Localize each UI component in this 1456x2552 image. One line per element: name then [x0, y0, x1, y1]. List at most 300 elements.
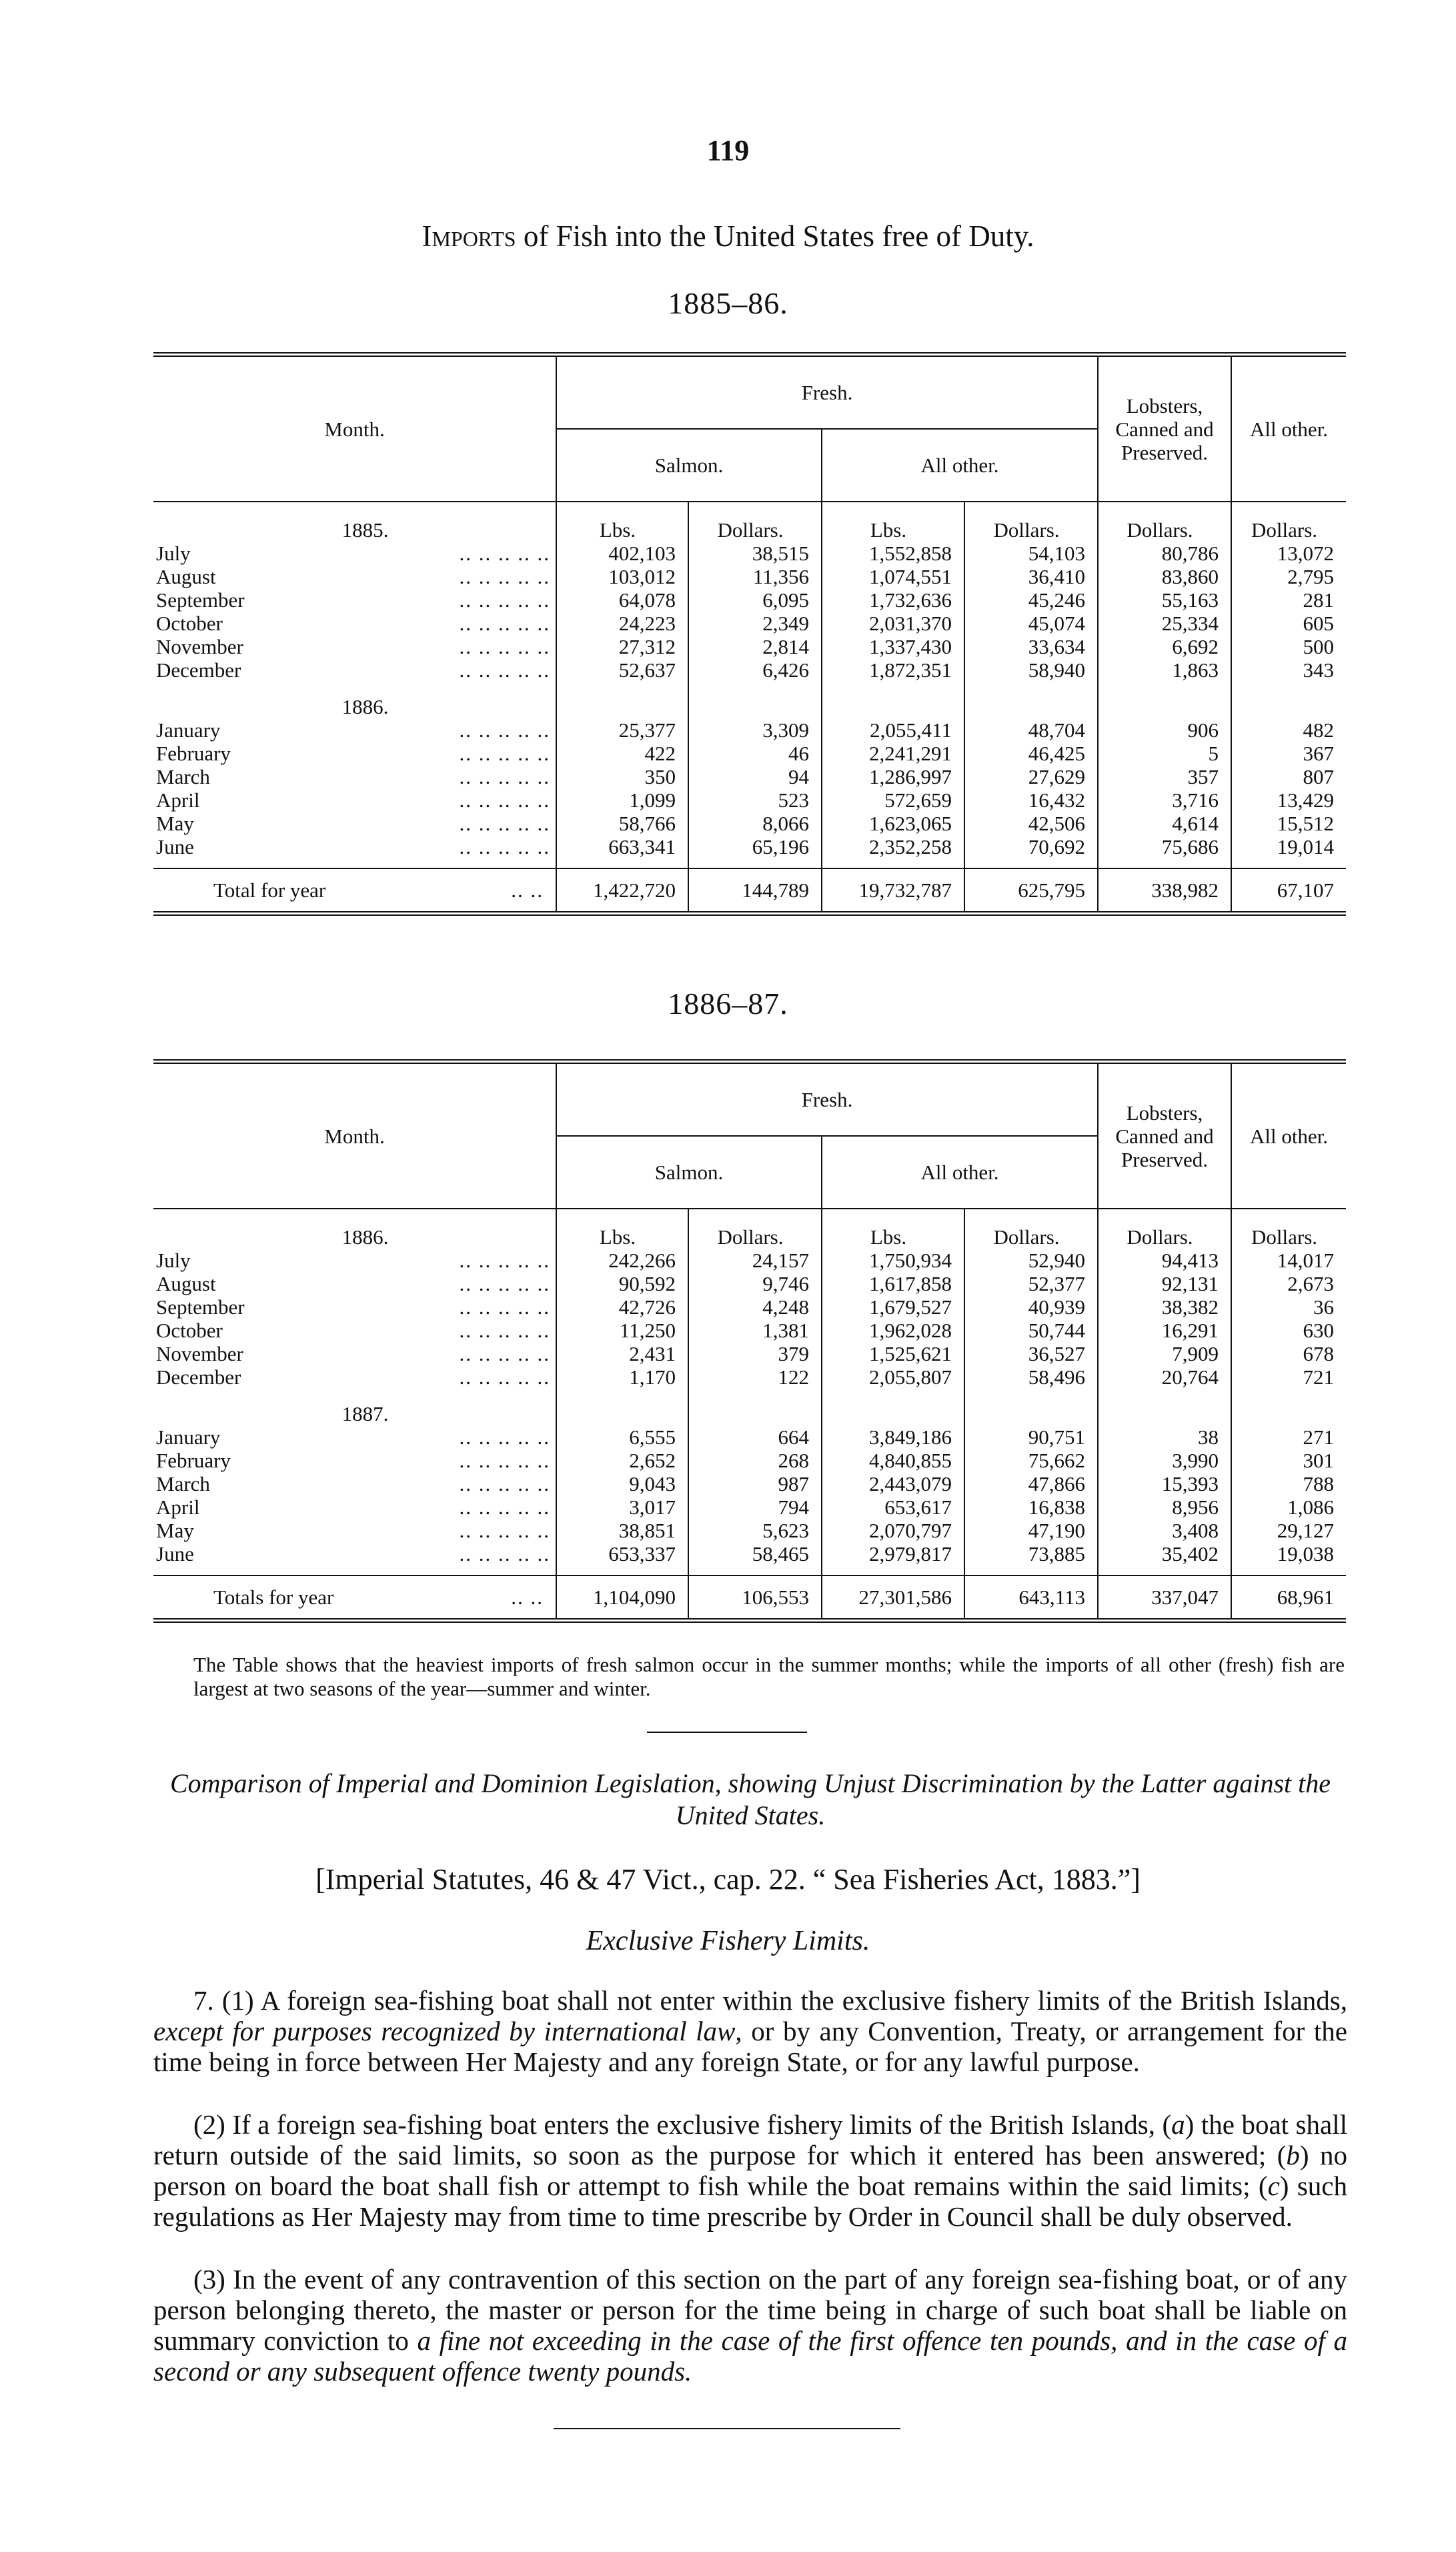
month-name: June [156, 835, 194, 858]
value-cell: 2,979,817 [822, 1542, 964, 1575]
value-cell: 1,381 [688, 1319, 822, 1342]
lobsters-header: Lobsters, Canned and Preserved. [1098, 355, 1231, 502]
value-cell: 653,337 [556, 1542, 688, 1575]
p2-text-g: ) such regulations as Her Majesty may from time to time prescribe by Order in Council shall be duly observed. [153, 2170, 1348, 2232]
table-row [153, 1519, 1346, 1542]
value-cell: 13,429 [1231, 788, 1346, 812]
value-cell: 16,432 [964, 788, 1098, 812]
value-cell: 678 [1231, 1342, 1346, 1365]
paragraph-7-1 [153, 1985, 1347, 2077]
value-cell: 11,250 [556, 1319, 688, 1342]
empty-cell [556, 1389, 688, 1425]
p2-letter-b: b [1286, 2140, 1300, 2170]
month-name: February [156, 1449, 231, 1472]
value-cell: 7,909 [1098, 1342, 1231, 1365]
p2-text-c: ) the boat shall return outside of the said limits, so soon as the purpose for which it entered has been answered; ( [153, 2109, 1347, 2170]
total-label-cell [153, 1575, 556, 1621]
unit-label: Dollars. [1231, 1209, 1346, 1249]
month-name: August [156, 565, 216, 588]
statutes-reference: [Imperial Statutes, 46 & 47 Vict., cap. 22. “ Sea Fisheries Act, 1883.”] [315, 1863, 1141, 1896]
value-cell: 605 [1231, 612, 1346, 635]
value-cell: 90,751 [964, 1425, 1098, 1449]
total-value: 27,301,586 [822, 1575, 964, 1621]
value-cell: 3,716 [1098, 788, 1231, 812]
value-cell: 2,241,291 [822, 742, 964, 765]
empty-cell [964, 682, 1098, 718]
all-other-header: All other. [1231, 1062, 1346, 1209]
month-cell [153, 742, 556, 765]
month-name: May [156, 812, 194, 835]
month-name: December [156, 658, 241, 682]
value-cell: 1,170 [556, 1365, 688, 1389]
month-cell [153, 788, 556, 812]
value-cell: 42,506 [964, 812, 1098, 835]
value-cell: 94 [688, 765, 822, 788]
value-cell: 2,031,370 [822, 612, 964, 635]
value-cell: 807 [1231, 765, 1346, 788]
table-row [153, 1319, 1346, 1342]
value-cell: 6,426 [688, 658, 822, 682]
value-cell: 2,070,797 [822, 1519, 964, 1542]
leader-dots: .. .. [511, 878, 544, 902]
total-value: 1,422,720 [556, 868, 688, 914]
value-cell: 83,860 [1098, 565, 1231, 588]
value-cell: 1,872,351 [822, 658, 964, 682]
leader-dots: .. .. .. .. .. [459, 1495, 550, 1519]
value-cell: 1,525,621 [822, 1342, 964, 1365]
value-cell: 55,163 [1098, 588, 1231, 612]
value-cell: 58,766 [556, 812, 688, 835]
p1-text-italic: except for purposes recognized by international law [153, 2016, 736, 2046]
month-name: August [156, 1272, 216, 1295]
value-cell: 50,744 [964, 1319, 1098, 1342]
value-cell: 52,637 [556, 658, 688, 682]
value-cell: 19,038 [1231, 1542, 1346, 1575]
value-cell: 6,555 [556, 1425, 688, 1449]
p1-text-c: , or by any Convention, Treaty, or arrangement for the time being in force between Her Majesty and any foreign State, or for any lawful purpose. [153, 2016, 1347, 2077]
all-other-header: All other. [1231, 355, 1346, 502]
table-row [153, 588, 1346, 612]
month-header: Month. [153, 355, 556, 502]
leader-dots: .. .. .. .. .. [459, 1472, 550, 1495]
month-cell [153, 588, 556, 612]
value-cell: 54,103 [964, 542, 1098, 565]
section-divider [647, 1732, 807, 1733]
lobsters-header: Lobsters, Canned and Preserved. [1098, 1062, 1231, 1209]
comparison-heading: Comparison of Imperial and Dominion Legislation, showing Unjust Discrimination by the Latter against the United States. [169, 1768, 1331, 1830]
leader-dots: .. .. .. .. .. [459, 835, 550, 858]
value-cell: 5,623 [688, 1519, 822, 1542]
year-label: 1886. [341, 1225, 389, 1249]
value-cell: 58,496 [964, 1365, 1098, 1389]
month-name: July [156, 1249, 191, 1272]
leader-dots: .. .. .. .. .. [459, 1449, 550, 1472]
total-row [153, 1575, 1346, 1621]
table-row [153, 1472, 1346, 1495]
value-cell: 2,814 [688, 635, 822, 658]
value-cell: 794 [688, 1495, 822, 1519]
leader-dots: .. .. .. .. .. [459, 1249, 550, 1272]
unit-label: Lbs. [556, 502, 688, 542]
month-name: September [156, 1295, 245, 1319]
value-cell: 242,266 [556, 1249, 688, 1272]
value-cell: 402,103 [556, 542, 688, 565]
value-cell: 92,131 [1098, 1272, 1231, 1295]
value-cell: 58,940 [964, 658, 1098, 682]
value-cell: 15,512 [1231, 812, 1346, 835]
value-cell: 1,732,636 [822, 588, 964, 612]
value-cell: 343 [1231, 658, 1346, 682]
table-row [153, 1449, 1346, 1472]
value-cell: 664 [688, 1425, 822, 1449]
value-cell: 1,863 [1098, 658, 1231, 682]
value-cell: 35,402 [1098, 1542, 1231, 1575]
value-cell: 47,190 [964, 1519, 1098, 1542]
leader-dots: .. .. .. .. .. [459, 542, 550, 565]
units-row [153, 502, 1346, 542]
unit-label: Dollars. [1231, 502, 1346, 542]
month-name: May [156, 1519, 194, 1542]
value-cell: 1,099 [556, 788, 688, 812]
month-cell [153, 1272, 556, 1295]
leader-dots: .. .. .. .. .. [459, 1272, 550, 1295]
leader-dots: .. .. .. .. .. [459, 1342, 550, 1365]
value-cell: 6,692 [1098, 635, 1231, 658]
leader-dots: .. .. .. .. .. [459, 658, 550, 682]
value-cell: 52,940 [964, 1249, 1098, 1272]
value-cell: 1,086 [1231, 1495, 1346, 1519]
value-cell: 24,157 [688, 1249, 822, 1272]
value-cell: 47,866 [964, 1472, 1098, 1495]
month-cell [153, 635, 556, 658]
month-cell [153, 542, 556, 565]
table-row [153, 635, 1346, 658]
header-row [153, 355, 1346, 430]
value-cell: 45,246 [964, 588, 1098, 612]
value-cell: 80,786 [1098, 542, 1231, 565]
value-cell: 42,726 [556, 1295, 688, 1319]
value-cell: 38,851 [556, 1519, 688, 1542]
value-cell: 500 [1231, 635, 1346, 658]
total-value: 68,961 [1231, 1575, 1346, 1621]
value-cell: 271 [1231, 1425, 1346, 1449]
total-value: 643,113 [964, 1575, 1098, 1621]
total-value: 67,107 [1231, 868, 1346, 914]
value-cell: 11,356 [688, 565, 822, 588]
table-row [153, 612, 1346, 635]
month-cell [153, 565, 556, 588]
value-cell: 36,527 [964, 1342, 1098, 1365]
month-cell [153, 1542, 556, 1575]
month-name: March [156, 1472, 210, 1495]
p2-letter-c: c [1267, 2170, 1280, 2201]
month-name: October [156, 612, 223, 635]
empty-cell [688, 682, 822, 718]
value-cell: 6,095 [688, 588, 822, 612]
value-cell: 65,196 [688, 835, 822, 868]
value-cell: 46,425 [964, 742, 1098, 765]
month-name: June [156, 1542, 194, 1565]
value-cell: 2,349 [688, 612, 822, 635]
p1-text-a: 7. (1) A foreign sea-fishing boat shall not enter within the exclusive fishery limits of the British Islands, [193, 1985, 1347, 2016]
value-cell: 5 [1098, 742, 1231, 765]
month-cell [153, 658, 556, 682]
p2-text-a: (2) If a foreign sea-fishing boat enters the exclusive fishery limits of the British Islands, ( [193, 2109, 1172, 2140]
value-cell: 9,043 [556, 1472, 688, 1495]
month-name: April [156, 788, 200, 812]
leader-dots: .. .. [511, 1585, 544, 1609]
value-cell: 4,840,855 [822, 1449, 964, 1472]
value-cell: 1,286,997 [822, 765, 964, 788]
value-cell: 33,634 [964, 635, 1098, 658]
value-cell: 46 [688, 742, 822, 765]
value-cell: 379 [688, 1342, 822, 1365]
value-cell: 357 [1098, 765, 1231, 788]
unit-label: Lbs. [556, 1209, 688, 1249]
salmon-header: Salmon. [556, 429, 822, 502]
table-row [153, 1425, 1346, 1449]
header-row [153, 1062, 1346, 1137]
value-cell: 1,750,934 [822, 1249, 964, 1272]
value-cell: 38,382 [1098, 1295, 1231, 1319]
month-name: November [156, 1342, 243, 1365]
page-number: 119 [706, 134, 750, 167]
empty-cell [1098, 1389, 1231, 1425]
value-cell: 19,014 [1231, 835, 1346, 868]
document-title-lead: Imports [422, 219, 516, 253]
value-cell: 2,443,079 [822, 1472, 964, 1495]
value-cell: 906 [1098, 718, 1231, 742]
value-cell: 1,962,028 [822, 1319, 964, 1342]
leader-dots: .. .. .. .. .. [459, 1425, 550, 1449]
total-value: 144,789 [688, 868, 822, 914]
month-name: September [156, 588, 245, 612]
month-cell [153, 1365, 556, 1389]
leader-dots: .. .. .. .. .. [459, 788, 550, 812]
value-cell: 281 [1231, 588, 1346, 612]
value-cell: 9,746 [688, 1272, 822, 1295]
unit-label: Lbs. [822, 1209, 964, 1249]
value-cell: 422 [556, 742, 688, 765]
value-cell: 572,659 [822, 788, 964, 812]
value-cell: 15,393 [1098, 1472, 1231, 1495]
imports-table-1886-87 [153, 1059, 1346, 1623]
total-value: 337,047 [1098, 1575, 1231, 1621]
leader-dots: .. .. .. .. .. [459, 612, 550, 635]
month-name: October [156, 1319, 223, 1342]
table-row [153, 812, 1346, 835]
value-cell: 64,078 [556, 588, 688, 612]
value-cell: 13,072 [1231, 542, 1346, 565]
units-row [153, 1209, 1346, 1249]
value-cell: 3,017 [556, 1495, 688, 1519]
table-row [153, 658, 1346, 682]
year-label: 1885. [341, 518, 389, 542]
empty-cell [822, 1389, 964, 1425]
value-cell: 58,465 [688, 1542, 822, 1575]
value-cell: 1,337,430 [822, 635, 964, 658]
all-other-fresh-header: All other. [822, 429, 1098, 502]
value-cell: 27,312 [556, 635, 688, 658]
value-cell: 29,127 [1231, 1519, 1346, 1542]
empty-cell [964, 1389, 1098, 1425]
table-row [153, 1365, 1346, 1389]
empty-cell [556, 682, 688, 718]
month-cell [153, 1295, 556, 1319]
value-cell: 122 [688, 1365, 822, 1389]
month-name: July [156, 542, 191, 565]
value-cell: 653,617 [822, 1495, 964, 1519]
year-row [153, 1389, 1346, 1425]
value-cell: 8,956 [1098, 1495, 1231, 1519]
value-cell: 75,686 [1098, 835, 1231, 868]
unit-label: Dollars. [1098, 1209, 1231, 1249]
p3-text-italic: a fine not exceeding in the case of the first offence ten pounds, and in the case of a second or any subsequent offence twenty pounds. [153, 2325, 1347, 2387]
value-cell: 482 [1231, 718, 1346, 742]
p3-text-a: (3) In the event of any contravention of this section on the part of any foreign sea-fishing boat, or of any person belonging thereto, the master or person for the time being in charge of such boat shall be liable on summary conviction to [153, 2264, 1347, 2356]
value-cell: 2,795 [1231, 565, 1346, 588]
total-value: 106,553 [688, 1575, 822, 1621]
empty-cell [1231, 1389, 1346, 1425]
value-cell: 3,309 [688, 718, 822, 742]
month-cell [153, 1519, 556, 1542]
month-name: February [156, 742, 231, 765]
value-cell: 3,849,186 [822, 1425, 964, 1449]
empty-cell [1231, 682, 1346, 718]
month-cell [153, 1495, 556, 1519]
leader-dots: .. .. .. .. .. [459, 588, 550, 612]
unit-label: Dollars. [964, 502, 1098, 542]
table-row [153, 718, 1346, 742]
total-label-cell [153, 868, 556, 914]
value-cell: 16,291 [1098, 1319, 1231, 1342]
value-cell: 2,652 [556, 1449, 688, 1472]
table-row [153, 788, 1346, 812]
month-cell [153, 812, 556, 835]
value-cell: 8,066 [688, 812, 822, 835]
value-cell: 2,431 [556, 1342, 688, 1365]
leader-dots: .. .. .. .. .. [459, 742, 550, 765]
value-cell: 3,990 [1098, 1449, 1231, 1472]
value-cell: 1,552,858 [822, 542, 964, 565]
p2-letter-a: a [1171, 2109, 1185, 2140]
table-row [153, 1249, 1346, 1272]
leader-dots: .. .. .. .. .. [459, 812, 550, 835]
table-row [153, 835, 1346, 868]
value-cell: 36 [1231, 1295, 1346, 1319]
month-header: Month. [153, 1062, 556, 1209]
table-row [153, 542, 1346, 565]
value-cell: 350 [556, 765, 688, 788]
p2-text-e: ) no person on board the boat shall fish or attempt to fish while the boat remains within the said limits; ( [153, 2140, 1348, 2201]
leader-dots: .. .. .. .. .. [459, 1519, 550, 1542]
total-value: 19,732,787 [822, 868, 964, 914]
value-cell: 38,515 [688, 542, 822, 565]
leader-dots: .. .. .. .. .. [459, 1319, 550, 1342]
leader-dots: .. .. .. .. .. [459, 1295, 550, 1319]
fresh-header: Fresh. [556, 1062, 1098, 1137]
value-cell: 1,679,527 [822, 1295, 964, 1319]
unit-label: Dollars. [964, 1209, 1098, 1249]
table-row [153, 1295, 1346, 1319]
value-cell: 75,662 [964, 1449, 1098, 1472]
end-divider [554, 2428, 900, 2429]
imports-table [153, 1059, 1346, 1623]
table-row [153, 1272, 1346, 1295]
month-cell [153, 718, 556, 742]
month-name: December [156, 1365, 241, 1389]
leader-dots: .. .. .. .. .. [459, 635, 550, 658]
value-cell: 1,617,858 [822, 1272, 964, 1295]
season-title-1885-86: 1885–86. [668, 286, 788, 320]
leader-dots: .. .. .. .. .. [459, 1542, 550, 1565]
season-title-1886-87: 1886–87. [668, 987, 788, 1021]
month-cell [153, 835, 556, 868]
document-title-rest: of Fish into the United States free of Duty. [516, 219, 1034, 253]
value-cell: 1,074,551 [822, 565, 964, 588]
value-cell: 301 [1231, 1449, 1346, 1472]
value-cell: 2,055,807 [822, 1365, 964, 1389]
month-name: January [156, 1425, 221, 1449]
value-cell: 2,055,411 [822, 718, 964, 742]
value-cell: 52,377 [964, 1272, 1098, 1295]
unit-label: Dollars. [688, 1209, 822, 1249]
paragraph-7-3 [153, 2264, 1347, 2387]
value-cell: 20,764 [1098, 1365, 1231, 1389]
value-cell: 25,334 [1098, 612, 1231, 635]
value-cell: 36,410 [964, 565, 1098, 588]
month-cell [153, 1472, 556, 1495]
value-cell: 268 [688, 1449, 822, 1472]
value-cell: 90,592 [556, 1272, 688, 1295]
value-cell: 4,614 [1098, 812, 1231, 835]
value-cell: 663,341 [556, 835, 688, 868]
all-other-fresh-header: All other. [822, 1136, 1098, 1209]
total-label: Total for year [213, 878, 326, 902]
table-row [153, 742, 1346, 765]
month-cell [153, 1249, 556, 1272]
total-value: 338,982 [1098, 868, 1231, 914]
month-cell [153, 1449, 556, 1472]
value-cell: 25,377 [556, 718, 688, 742]
value-cell: 45,074 [964, 612, 1098, 635]
value-cell: 94,413 [1098, 1249, 1231, 1272]
value-cell: 987 [688, 1472, 822, 1495]
value-cell: 788 [1231, 1472, 1346, 1495]
month-cell [153, 1425, 556, 1449]
year-row [153, 682, 1346, 718]
unit-label: Lbs. [822, 502, 964, 542]
value-cell: 16,838 [964, 1495, 1098, 1519]
table-row [153, 1542, 1346, 1575]
table-row [153, 1495, 1346, 1519]
total-value: 625,795 [964, 868, 1098, 914]
document-title [0, 219, 1456, 253]
value-cell: 2,673 [1231, 1272, 1346, 1295]
value-cell: 38 [1098, 1425, 1231, 1449]
table-row [153, 765, 1346, 788]
month-cell [153, 612, 556, 635]
value-cell: 3,408 [1098, 1519, 1231, 1542]
value-cell: 2,352,258 [822, 835, 964, 868]
leader-dots: .. .. .. .. .. [459, 718, 550, 742]
value-cell: 73,885 [964, 1542, 1098, 1575]
value-cell: 70,692 [964, 835, 1098, 868]
paragraph-7-2 [153, 2109, 1347, 2232]
fresh-header: Fresh. [556, 355, 1098, 430]
total-row [153, 868, 1346, 914]
value-cell: 48,704 [964, 718, 1098, 742]
